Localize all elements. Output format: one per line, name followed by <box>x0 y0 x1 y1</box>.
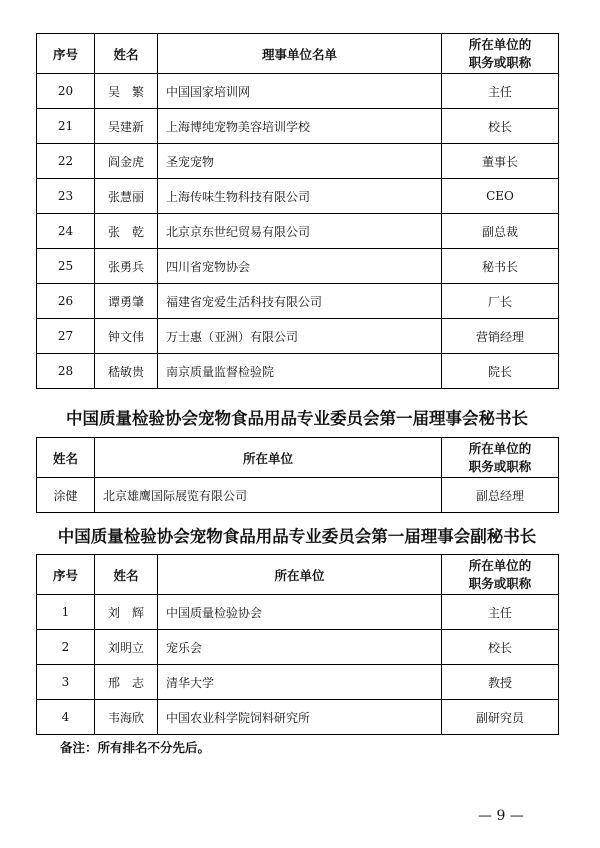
cell-unit: 北京雄鹰国际展览有限公司 <box>95 478 442 513</box>
cell-position: 校长 <box>442 109 559 144</box>
secretary-general-title: 中国质量检验协会宠物食品用品专业委员会第一届理事会秘书长 <box>66 409 528 428</box>
cell-position: 院长 <box>442 354 559 389</box>
header-no: 序号 <box>37 34 95 74</box>
secretary-general-table <box>36 437 559 513</box>
deputy-secretary-general-table <box>36 554 559 735</box>
cell-position: 主任 <box>442 595 559 630</box>
cell-no: 23 <box>37 179 95 214</box>
header-position <box>442 438 559 478</box>
cell-unit: 福建省宠爱生活科技有限公司 <box>158 284 442 319</box>
cell-unit: 南京质量监督检验院 <box>158 354 442 389</box>
cell-position: 副总经理 <box>442 478 559 513</box>
cell-name: 张慧丽 <box>95 179 158 214</box>
cell-unit: 圣宠宠物 <box>158 144 442 179</box>
cell-name: 嵇敏贵 <box>95 354 158 389</box>
cell-position: 厂长 <box>442 284 559 319</box>
cell-name: 刘 辉 <box>95 595 158 630</box>
table-row <box>37 478 559 513</box>
page-number: — 9 — <box>478 808 524 824</box>
cell-name: 韦海欣 <box>95 700 158 735</box>
cell-no: 20 <box>37 74 95 109</box>
cell-no: 1 <box>37 595 95 630</box>
cell-unit: 上海博纯宠物美容培训学校 <box>158 109 442 144</box>
cell-position: 副总裁 <box>442 214 559 249</box>
cell-unit: 清华大学 <box>158 665 442 700</box>
cell-position: 副研究员 <box>442 700 559 735</box>
cell-no: 28 <box>37 354 95 389</box>
cell-position: 主任 <box>442 74 559 109</box>
table-row <box>37 354 559 389</box>
cell-unit: 北京京东世纪贸易有限公司 <box>158 214 442 249</box>
header-name: 姓名 <box>37 438 95 478</box>
table-row <box>37 109 559 144</box>
header-unit: 所在单位 <box>158 555 442 595</box>
header-name: 姓名 <box>95 34 158 74</box>
cell-unit: 上海传味生物科技有限公司 <box>158 179 442 214</box>
table-body <box>37 74 559 389</box>
cell-name: 吴 繁 <box>95 74 158 109</box>
cell-position: 董事长 <box>442 144 559 179</box>
cell-position: 营销经理 <box>442 319 559 354</box>
cell-unit: 四川省宠物协会 <box>158 249 442 284</box>
table-body <box>37 478 559 513</box>
cell-no: 3 <box>37 665 95 700</box>
cell-name: 张 乾 <box>95 214 158 249</box>
cell-position: CEO <box>442 179 559 214</box>
cell-name: 钟文伟 <box>95 319 158 354</box>
cell-name: 张勇兵 <box>95 249 158 284</box>
cell-name: 涂健 <box>37 478 95 513</box>
cell-name: 谭勇肇 <box>95 284 158 319</box>
table-row <box>37 284 559 319</box>
cell-no: 22 <box>37 144 95 179</box>
cell-no: 25 <box>37 249 95 284</box>
cell-no: 2 <box>37 630 95 665</box>
table-row <box>37 74 559 109</box>
cell-no: 26 <box>37 284 95 319</box>
table-body <box>37 595 559 735</box>
cell-position: 教授 <box>442 665 559 700</box>
table-row <box>37 179 559 214</box>
header-position-text: 所在单位的 职务或职称 <box>468 557 532 591</box>
table-row <box>37 144 559 179</box>
cell-unit: 中国农业科学院饲料研究所 <box>158 700 442 735</box>
table-row <box>37 630 559 665</box>
header-no: 序号 <box>37 555 95 595</box>
cell-no: 21 <box>37 109 95 144</box>
cell-unit: 宠乐会 <box>158 630 442 665</box>
table-row <box>37 214 559 249</box>
cell-unit: 中国质量检验协会 <box>158 595 442 630</box>
header-unit: 所在单位 <box>95 438 442 478</box>
cell-position: 校长 <box>442 630 559 665</box>
table-row <box>37 249 559 284</box>
cell-name: 刘明立 <box>95 630 158 665</box>
table-header-row <box>37 555 559 595</box>
cell-name: 吴建新 <box>95 109 158 144</box>
table-row <box>37 595 559 630</box>
table-row <box>37 319 559 354</box>
deputy-secretary-general-title: 中国质量检验协会宠物食品用品专业委员会第一届理事会副秘书长 <box>57 527 537 546</box>
header-position-text: 所在单位的 职务或职称 <box>468 36 532 70</box>
council-members-table <box>36 33 559 389</box>
table-row <box>37 700 559 735</box>
cell-no: 27 <box>37 319 95 354</box>
header-name: 姓名 <box>95 555 158 595</box>
table-row <box>37 665 559 700</box>
header-unit: 理事单位名单 <box>158 34 442 74</box>
cell-position: 秘书长 <box>442 249 559 284</box>
table-header-row <box>37 438 559 478</box>
cell-unit: 万士惠（亚洲）有限公司 <box>158 319 442 354</box>
header-position <box>442 555 559 595</box>
header-position-text: 所在单位的 职务或职称 <box>468 440 532 474</box>
table-header-row <box>37 34 559 74</box>
cell-unit: 中国国家培训网 <box>158 74 442 109</box>
cell-no: 4 <box>37 700 95 735</box>
cell-name: 阎金虎 <box>95 144 158 179</box>
cell-no: 24 <box>37 214 95 249</box>
header-position <box>442 34 559 74</box>
footnote: 备注：所有排名不分先后。 <box>60 740 211 755</box>
cell-name: 邢 志 <box>95 665 158 700</box>
